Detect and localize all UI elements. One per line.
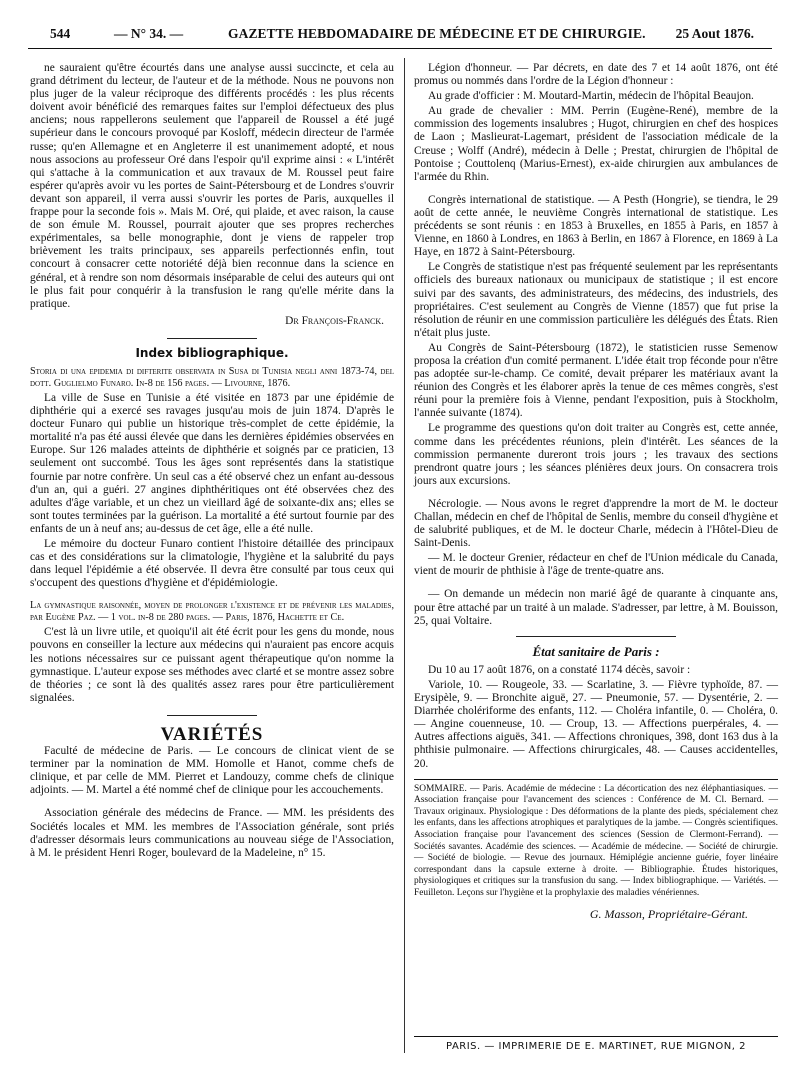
etat-sanitaire-heading: État sanitaire de Paris : bbox=[532, 643, 660, 659]
left-column bbox=[30, 62, 394, 862]
article-continuation: ne sauraient qu'être écourtés dans une analyse aussi succincte, et cela au grand détriment du lecteur, de l'auteur et de la méthode. Nous ne pouvons non plus juger de la valeur réciproque des différents procédés : les plus récents doivent avoir bénéficié des remarques faites sur l'emploi défectueux des plus anciens; nous rappellerons seulement que l'appareil de Roussel a été jugé supérieur dans le concours provoqué par Kosloff, médecin directeur de l'armée russe; qu'en Allemagne et en Angleterre il est unanimement adopté, et nous nous associons au professeur Oré dans l'espoir qu'il exprime ainsi : « L'intérêt qui s'attache à la communication et aux travaux de M. Roussel peut faire espérer qu'après avoir vu les portes de Saint-Pétersbourg et de Londres s'ouvrir devant son appareil, il verra aussi s'ouvrir les portes de Paris, auxquelles il frappe pour la seconde fois ». Mais M. Oré, qui plaide, et avec raison, la cause de son émule M. Roussel, pourrait ajouter que ses propres recherches expérimentales, sa belle monographie, dont je viens de rappeler trop brièvement les traits principaux, ses appareils perfectionnés enfin, tout concourt à consacrer cette notoriété déjà bien reconnue dans la science en général, et à rendre son nom désormais inséparable de celui des auteurs qui ont le plus fait pour conquérir à la transfusion le rang qu'elle mérite dans la pratique. bbox=[30, 62, 394, 310]
page-header bbox=[28, 22, 772, 49]
statistics-list: Variole, 10. — Rougeole, 33. — Scarlatine, 3. — Fièvre typhoïde, 87. — Erysipèle, 9. — Bronchite aiguë, 27. — Pneumonie, 57. — Dysentérie, 2. — Diarrhée cholériforme des enfants, 112. — Choléra infantile, 0. — Choléra, 0. — Angine couenneuse, 10. — Croup, 13. — Affections puerpérales, 4. — Autres affections aiguës, 341. — Affections chroniques, 398, dont 163 dus à la phthisie pulmonaire. — Affections chirurgicales, 48. — Causes accidentelles, 20. bbox=[414, 678, 778, 770]
news-item: Légion d'honneur. — Par décrets, en date des 7 et 14 août 1876, ont été promus ou nommés dans l'ordre de la Légion d'honneur : bbox=[414, 62, 778, 88]
news-item: Au grade d'officier : M. Moutard-Martin, médecin de l'hôpital Beaujon. bbox=[428, 90, 754, 103]
section-rule bbox=[167, 715, 257, 716]
issue-number: — N° 34. — bbox=[114, 26, 184, 41]
news-item: — M. le docteur Grenier, rédacteur en chef de l'Union médicale du Canada, vient de mourir de phthisie à l'âge de trente-quatre ans. bbox=[414, 552, 778, 578]
publisher-signature: G. Masson, Propriétaire-Gérant. bbox=[589, 906, 748, 921]
section-rule bbox=[167, 338, 257, 339]
statistics-intro: Du 10 au 17 août 1876, on a constaté 1174 décès, savoir : bbox=[428, 663, 691, 676]
reference-heading: Storia di una epidemia di difterite observata in Susa di Tunisia negli anni 1873-74, del dott. Guglielmo Funaro. In-8 de 156 pages. — Livourne, 1876. bbox=[30, 365, 394, 389]
issue-date: 25 Aout 1876. bbox=[675, 26, 754, 41]
varietes-heading: VARIÉTÉS bbox=[160, 723, 264, 745]
news-item: Le programme des questions qu'on doit traiter au Congrès est, cette année, comme dans les précédentes réunions, plein d'intérêt. Les séances de la commission permanente dureront trois jours ; les travaux des sections prendront quatre jours ; les séances plénières deux jours. On consacrera trois jours aux excursions. bbox=[414, 422, 778, 487]
right-column bbox=[414, 62, 778, 927]
journal-title: GAZETTE HEBDOMADAIRE DE MÉDECINE ET DE CHIRURGIE. bbox=[228, 26, 646, 41]
news-item: Association générale des médecins de France. — MM. les présidents des Sociétés locales et MM. les membres de l'Association générale, sont priés d'adresser désormais leurs communications au nouveau siége de l'Association, à M. le président Henri Roger, boulevard de la Madeleine, n° 15. bbox=[30, 807, 394, 859]
news-item: Au Congrès de Saint-Pétersbourg (1872), le statisticien russe Semenow proposa la création d'un comité permanent. L'idée était trop féconde pour n'être pas adoptée sur-le-champ. Ce comité, devait préparer les matériaux avant la réunion des Congrès et les élaborer après la tenue de ces mêmes congrès, s'est réuni pour la première fois à Vienne, pendant l'exposition, puis à Stockholm, l'année suivante (1874). bbox=[414, 341, 778, 420]
reference-body: Le mémoire du docteur Funaro contient l'histoire détaillée des principaux cas et des considérations sur la climatologie, l'hygiène et la salubrité du pays dans lequel l'épidémie a été observée. Il devra être consulté par tous ceux qui s'occupent des questions d'hygiène et d'épidémiologie. bbox=[30, 538, 394, 590]
column-divider bbox=[404, 58, 405, 1053]
news-item: — On demande un médecin non marié âgé de quarante à cinquante ans, pour être attaché par un traité à un malade. S'adresser, par lettre, à M. Bouisson, 25, quai Voltaire. bbox=[414, 588, 778, 627]
news-item: Faculté de médecine de Paris. — Le concours de clinicat vient de se terminer par la nomination de MM. Homolle et Hanot, comme chefs de clinique, et par celle de MM. Pierret et Landouzy, comme chefs de clinique adjoints. — M. Martel a été nommé chef de clinique pour les accouchements. bbox=[30, 745, 394, 797]
index-heading: Index bibliographique. bbox=[135, 345, 289, 360]
section-rule bbox=[516, 636, 676, 637]
reference-heading: La gymnastique raisonnée, moyen de prolonger l'existence et de prévenir les maladies, par Eugène Paz. — 1 vol. in-8 de 280 pages. — Paris, 1876, Hachette et Ce. bbox=[30, 600, 394, 624]
news-item: Au grade de chevalier : MM. Perrin (Eugène-René), membre de la commission des logements insalubres ; Hugot, chirurgien en chef des hospices de Laon ; Maslieurat-Lagemart, président de l'association médicale de la Creuse ; Wolff (André), médecin à Delle ; Prestat, chirurgien de l'hôpital de Pontoise ; Couttolenq (Marius-Ernest), ex-aide chirurgien aux ambulances de l'armée du Rhin. bbox=[414, 105, 778, 183]
printer-imprint: PARIS. — IMPRIMERIE DE E. MARTINET, RUE MIGNON, 2 bbox=[414, 1036, 778, 1052]
news-item: Nécrologie. — Nous avons le regret d'apprendre la mort de M. le docteur Challan, médecin en chef de l'hôpital de Senlis, membre du conseil d'hygiène et de salubrité publiques, et de M. le docteur Charle, médecin à l'Hôtel-Dieu de Saint-Denis. bbox=[414, 497, 778, 550]
news-item: Congrès international de statistique. — A Pesth (Hongrie), se tiendra, le 29 août de cette année, le neuvième Congrès international de statistique. Les précédents se sont réunis : en 1853 à Bruxelles, en 1855 à Paris, en 1857 à Vienne, en 1860 à Londres, en 1863 à Berlin, en 1867 à Florence, en 1869 à La Haye, en 1872 à Saint-Pétersbourg. bbox=[414, 193, 778, 259]
summary-box: SOMMAIRE. — Paris. Académie de médecine : La décortication des nez éléphantiasiques. — Association française pour l'avancement des sciences : Conférence de M. Cl. Bernard. — Travaux originaux. Physiologique : Des déformations de la plante des pieds, spécialement chez les enfants, dans les affections atrophiques et paralytiques de la jambe. — Congrès scientifiques. Association française pour l'avancement des sciences (Session de Clermont-Ferrand). — Sociétés savantes. Académie des sciences. — Académie de médecine. — Société de chirurgie. — Société de biologie. — Revue des journaux. Hémiplégie ancienne guérie, foyer linéaire correspondant dans la capsule externe à droite. — Bibliographie. Études historiques, physiologiques et critiques sur la transfusion du sang. — Index bibliographique. — Variétés. — Feuilleton. Leçons sur l'hygiène et la prophylaxie des maladies vénériennes. bbox=[414, 779, 778, 900]
reference-body: La ville de Suse en Tunisie a été visitée en 1873 par une épidémie de diphthérie qui a exercé ses ravages jusqu'au mois de juin 1874. D'après le docteur Funaro qui publie un historique très-complet de cette épidémie, la mortalité n'a pas été aussi élevée que dans les dernières épidémies observées en Europe. Sur 126 malades atteints de diphthérie et soignés par ce praticien, 13 seulement ont succombé. Tous les âges sont représentés dans la statistique fournie par notre confrère. Un seul cas a été observé chez un enfant au-dessous d'un an, qui a guéri. 27 angines diphthéritiques ont été observées chez des adultes d'âge variable, et un chez un vieillard âgé de soixante-dix ans; elles se sont toutes terminées par la guérison. La mortalité a été surtout fournie par des enfants de un à neuf ans; au-dessus de cet âge, elle a été nulle. bbox=[30, 391, 394, 535]
page-number: 544 bbox=[50, 26, 71, 41]
news-item: Le Congrès de statistique n'est pas fréquenté seulement par les représentants officiels des bureaux nationaux ou municipaux de statistique ; il est encore suivi par des savants, des administrateurs, des médecins, des industriels, des propriétaires. C'est seulement au Congrès de Vienne (1857) que fut prise la résolution de réunir en une commission particulière les délégués des États. Rien n'était plus juste. bbox=[414, 261, 778, 339]
reference-body: C'est là un livre utile, et quoiqu'il ait été écrit pour les gens du monde, nous pouvons en conseiller la lecture aux médecins qui n'auraient pas encore acquis les notions nécessaires sur ce puissant agent thérapeutique qu'on nomme la gymnastique. L'auteur expose ses méthodes avec clarté et se montre assez sobre de théories ; ce sont là des qualités assez rares pour être particulièrement signalées. bbox=[30, 626, 394, 704]
article-signature: Dr François-Franck. bbox=[285, 314, 384, 327]
